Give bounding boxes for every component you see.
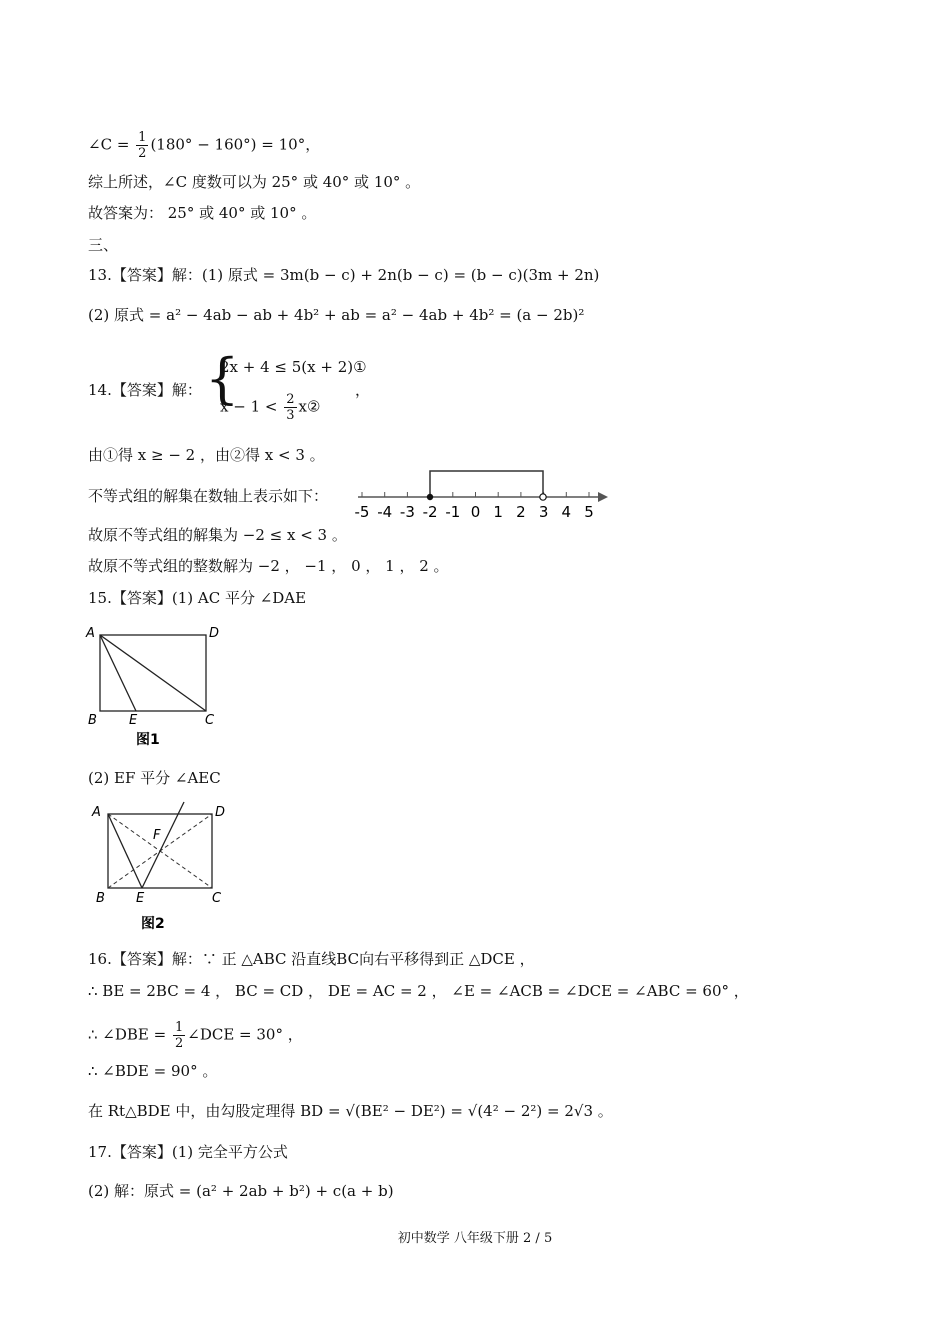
label-c: C (212, 891, 222, 906)
fraction-denominator: 3 (286, 408, 295, 423)
tick-label: 0 (470, 503, 481, 521)
label-a: A (92, 805, 101, 820)
q15-part2: (2) EF 平分 ∠AEC (88, 769, 221, 787)
fraction-denominator: 2 (174, 1036, 184, 1051)
summary-line-1: 综上所述，∠C 度数可以为 25° 或 40° 或 10° 。 (88, 173, 421, 191)
closed-endpoint (427, 494, 433, 500)
q16-line5: 在 Rt△BDE 中，由勾股定理得 BD = √(BE² − DE²) = √(4² − 2²) = 2√3 。 (88, 1102, 613, 1120)
numberline-label: 不等式组的解集在数轴上表示如下： (88, 487, 329, 505)
label-b: B (96, 891, 105, 906)
q16-line3 (88, 1020, 303, 1051)
q16-line1: 16.【答案】解：∵ 正 △ABC 沿直线BC向右平移得到正 △DCE ， (88, 950, 535, 968)
q17-part2: (2) 解：原式 = (a² + 2ab + b²) + c(a + b) (88, 1182, 394, 1200)
figure-2 (88, 798, 238, 936)
tick-label: 1 (493, 503, 503, 521)
page-footer: 初中数学 八年级下册 2 / 5 (397, 1231, 553, 1246)
q14-integers: 故原不等式组的整数解为 −2 ， −1 ， 0 ， 1 ， 2 。 (88, 557, 449, 575)
label-c: C (205, 713, 215, 728)
figure-2-caption: 图2 (141, 916, 165, 932)
label-f: F (153, 828, 161, 843)
q14-solve: 由①得 x ≥ − 2 ，由②得 x < 3 。 (88, 446, 325, 464)
half-fraction (173, 1020, 185, 1051)
q13-part1: 13.【答案】解：(1) 原式 = 3m(b − c) + 2n(b − c) = (b − c)(3m + 2n) (88, 266, 600, 284)
label-d: D (209, 626, 220, 641)
figure-1 (84, 620, 234, 750)
summary-line-2: 故答案为： 25° 或 40° 或 10° 。 (88, 204, 317, 222)
q16-line4: ∴ ∠BDE = 90° 。 (88, 1062, 218, 1080)
tick-label: 3 (538, 503, 549, 521)
q13-part2: (2) 原式 = a² − 4ab − ab + 4b² + ab = a² − 4ab + 4b² = (a − 2b)² (88, 306, 585, 324)
ineq2-suffix: x② (298, 397, 321, 416)
q14-inequality-2 (220, 392, 320, 423)
line3-suffix: ∠DCE = 30° ， (187, 1025, 303, 1044)
q14-inequality-1: 2x + 4 ≤ 5(x + 2)① (220, 358, 367, 376)
section-heading: 三、 (88, 236, 119, 254)
label-e: E (129, 713, 138, 728)
q14-label: 14.【答案】解： (88, 381, 202, 399)
label-a: A (86, 626, 95, 641)
tick-label: 5 (584, 503, 594, 521)
tick-label: -1 (445, 503, 461, 521)
q14-solution: 故原不等式组的解集为 −2 ≤ x < 3 。 (88, 526, 347, 544)
tick-label: 2 (516, 503, 526, 521)
q16-line2: ∴ BE = 2BC = 4 ， BC = CD ， DE = AC = 2 ， ∠E = ∠ACB = ∠DCE = ∠ABC = 60° ， (88, 982, 749, 1000)
label-b: B (88, 713, 97, 728)
fraction-numerator: 1 (138, 130, 147, 145)
tick-label: -3 (399, 503, 415, 521)
ineq2-prefix: x − 1 < (220, 397, 283, 416)
fraction-numerator: 2 (286, 392, 295, 407)
angle-c-rest: (180° − 160°) = 10°， (150, 135, 321, 154)
two-thirds-fraction (284, 392, 296, 423)
angle-c-prefix: ∠C = (88, 135, 135, 154)
fraction-numerator: 1 (174, 1020, 184, 1035)
q14-comma: ， (355, 381, 371, 399)
angle-c-line (88, 130, 320, 161)
number-line (350, 466, 612, 524)
label-d: D (215, 805, 226, 820)
q17-part1: 17.【答案】(1) 完全平方公式 (88, 1143, 288, 1161)
tick-label: -4 (377, 503, 393, 521)
q15-part1: 15.【答案】(1) AC 平分 ∠DAE (88, 589, 307, 607)
tick-label: 4 (561, 503, 572, 521)
tick-label: -2 (422, 503, 438, 521)
tick-label: -5 (354, 503, 370, 521)
half-fraction (136, 130, 148, 161)
fraction-denominator: 2 (138, 146, 147, 161)
figure-1-caption: 图1 (136, 732, 160, 748)
system-brace: { (205, 347, 240, 410)
open-endpoint (540, 494, 546, 500)
line3-prefix: ∴ ∠DBE = (88, 1025, 171, 1044)
label-e: E (136, 891, 145, 906)
